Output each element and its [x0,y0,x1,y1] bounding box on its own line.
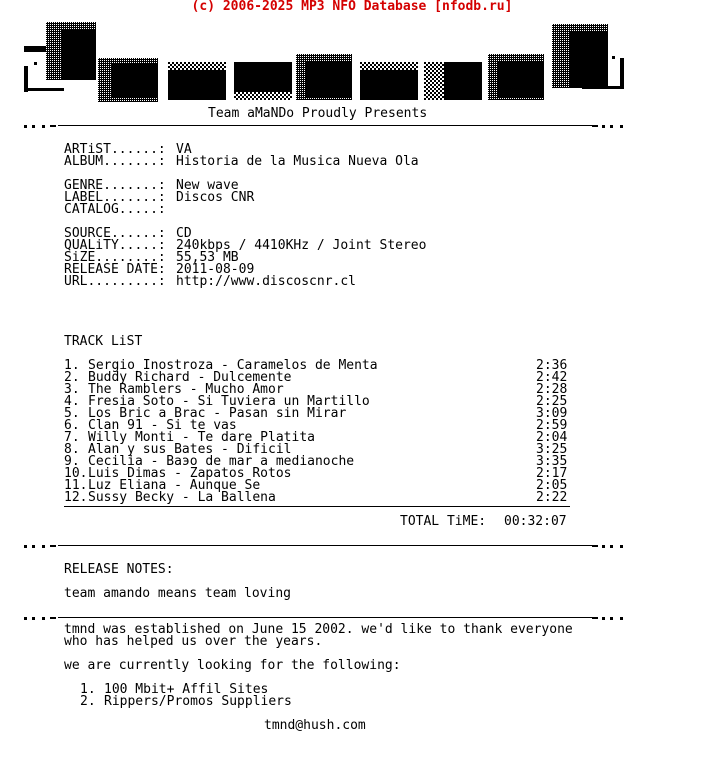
track-title: Fresia Soto - Si Tuviera un Martillo [88,394,370,409]
track-time: 2:59 [536,418,568,433]
looking-for: we are currently looking for the following: [64,658,401,673]
track-title: Luz Eliana - Aunque Se [88,478,261,493]
track-number: 11. [64,478,88,493]
ascii-logo [22,22,632,102]
track-time: 3:35 [536,454,568,469]
track-number: 9. [64,454,80,469]
tracklist-rule [64,505,570,509]
site-header: (c) 2006-2025 MP3 NFO Database [nfodb.ru] [191,0,513,14]
release-notes-title: RELEASE NOTES: [64,562,174,577]
wanted-num-1: 1. [80,682,96,697]
track-time: 2:05 [536,478,568,493]
presents-line: Team aMaNDo Proudly Presents [208,106,428,121]
track-number: 12. [64,490,88,505]
contact-email[interactable]: tmnd@hush.com [264,718,366,733]
track-title: Alan y sus Bates - Dificil [88,442,292,457]
url-value: http://www.discoscnr.cl [176,274,357,289]
track-title: Luis Dimas - Zapatos Rotos [88,466,292,481]
track-time: 2:28 [536,382,568,397]
separator-middle [24,540,624,552]
about-line-2: who has helped us over the years. [64,634,323,649]
album-value: Historia de la Musica Nueva Ola [176,154,419,169]
album-label: ALBUM.......: [64,154,166,169]
track-number: 3. [64,382,80,397]
about-line-1: tmnd was established on June 15 2002. we'd like to thank everyone [64,622,573,637]
track-time: 2:17 [536,466,568,481]
tracklist-title: TRACK LiST [64,334,143,349]
source-label: SOURCE......: [64,226,166,241]
genre-value: New wave [176,178,239,193]
separator-top [24,120,624,132]
artist-label: ARTiST......: [64,142,166,157]
track-time: 2:22 [536,490,568,505]
track-number: 2. [64,370,80,385]
total-time-label: TOTAL TiME: [400,514,487,529]
catalog-label: CATALOG.....: [64,202,166,217]
track-time: 3:09 [536,406,568,421]
track-title: The Ramblers - Mucho Amor [88,382,284,397]
track-number: 4. [64,394,80,409]
quality-value: 240kbps / 4410KHz / Joint Stereo [176,238,427,253]
release-date-label: RELEASE DATE: [64,262,166,277]
quality-label: QUALiTY.....: [64,238,166,253]
track-number: 8. [64,442,80,457]
url-label: URL.........: [64,274,166,289]
track-time: 2:25 [536,394,568,409]
track-title: Los Bric a Brac - Pasan sin Mirar [88,406,347,421]
track-title: Buddy Richard - Dulcemente [88,370,292,385]
track-time: 2:04 [536,430,568,445]
track-number: 1. [64,358,80,373]
track-title: Clan 91 - Si te vas [88,418,237,433]
label-value: Discos CNR [176,190,255,205]
track-title: Willy Monti - Te dare Platita [88,430,315,445]
artist-value: VA [176,142,192,157]
size-label: SiZE........: [64,250,166,265]
track-title: Cecilia - Baэo de mar a medianoche [88,454,355,469]
track-number: 6. [64,418,80,433]
size-value: 55,53 MB [176,250,239,265]
wanted-num-2: 2. [80,694,96,709]
track-time: 2:42 [536,370,568,385]
track-time: 2:36 [536,358,568,373]
track-number: 10. [64,466,88,481]
track-time: 3:25 [536,442,568,457]
track-number: 7. [64,430,80,445]
release-date-value: 2011-08-09 [176,262,255,277]
track-number: 5. [64,406,80,421]
release-notes-text: team amando means team loving [64,586,291,601]
total-time-value: 00:32:07 [504,514,567,529]
track-title: Sussy Becky - La Ballena [88,490,276,505]
logo-art [22,22,632,102]
track-title: Sergio Inostroza - Caramelos de Menta [88,358,378,373]
wanted-item-2: Rippers/Promos Suppliers [104,694,292,709]
label-label: LABEL.......: [64,190,166,205]
source-value: CD [176,226,192,241]
wanted-item-1: 100 Mbit+ Affil Sites [104,682,269,697]
genre-label: GENRE.......: [64,178,166,193]
